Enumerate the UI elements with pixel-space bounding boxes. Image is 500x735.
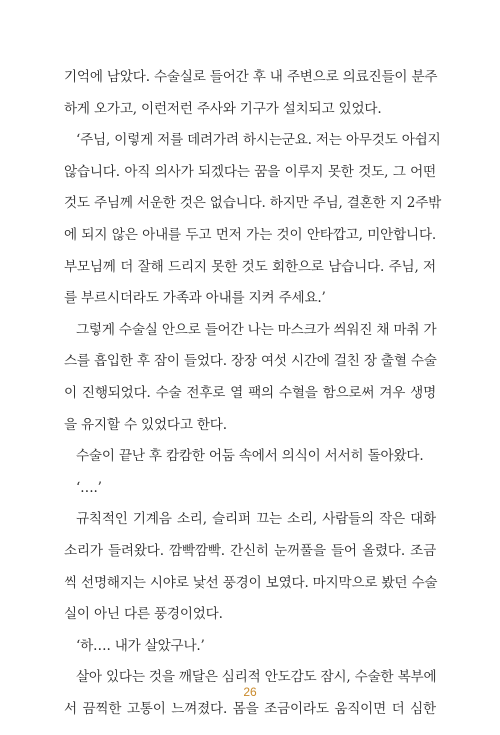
text-line: 부모님께 더 잘해 드리지 못한 것도 회한으로 남습니다. 주님, 저: [64, 258, 436, 275]
text-line: 에 되지 않은 아내를 두고 먼저 가는 것이 안타깝고, 미안합니다.: [64, 226, 436, 243]
text-line: 소리가 들려왔다. 깜빡깜빡. 간신히 눈꺼풀을 들어 올렸다. 조금: [64, 542, 436, 559]
text-line: 서 끔찍한 고통이 느껴졌다. 몸을 조금이라도 움직이면 더 심한: [64, 700, 436, 717]
text-line: 규칙적인 기계음 소리, 슬리퍼 끄는 소리, 사람들의 작은 대화: [76, 511, 436, 528]
text-line: 것도 주님께 서운한 것은 없습니다. 하지만 주님, 결혼한 지 2주밖: [64, 195, 442, 212]
page-number: 26: [243, 685, 257, 699]
text-line: 스를 흡입한 후 잠이 들었다. 장장 여섯 시간에 걸친 장 출혈 수술: [64, 353, 437, 370]
text-line: 기억에 남았다. 수술실로 들어간 후 내 주변으로 의료진들이 분주: [64, 69, 438, 85]
body-text: [64, 62, 442, 725]
text-line: 을 유지할 수 있었다고 한다.: [64, 416, 227, 433]
text-line: 씩 선명해지는 시야로 낯선 풍경이 보였다. 마지막으로 봤던 수술: [64, 574, 438, 591]
text-line: ‘하…. 내가 살았구나.’: [76, 637, 205, 654]
text-line: 를 부르시더라도 가족과 아내를 지켜 주세요.’: [64, 290, 326, 307]
text-line: 이 진행되었다. 수술 전후로 열 팩의 수혈을 함으로써 겨우 생명: [64, 384, 436, 401]
text-line: 하게 오가고, 이런저런 주사와 기구가 설치되고 있었다.: [64, 100, 382, 117]
text-line: ‘주님, 이렇게 저를 데려가려 하시는군요. 저는 아무것도 아쉽지: [76, 132, 441, 149]
text-line: 수술이 끝난 후 캄캄한 어둠 속에서 의식이 서서히 돌아왔다.: [76, 448, 424, 465]
text-line: 실이 아닌 다른 풍경이었다.: [64, 606, 223, 623]
text-line: ‘….’: [76, 479, 102, 496]
text-line: 않습니다. 아직 의사가 되겠다는 꿈을 이루지 못한 것도, 그 어떤: [64, 163, 436, 180]
text-line: 살아 있다는 것을 깨달은 심리적 안도감도 잠시, 수술한 복부에: [76, 669, 437, 686]
text-line: 그렇게 수술실 안으로 들어간 나는 마스크가 씌워진 채 마취 가: [76, 321, 437, 338]
